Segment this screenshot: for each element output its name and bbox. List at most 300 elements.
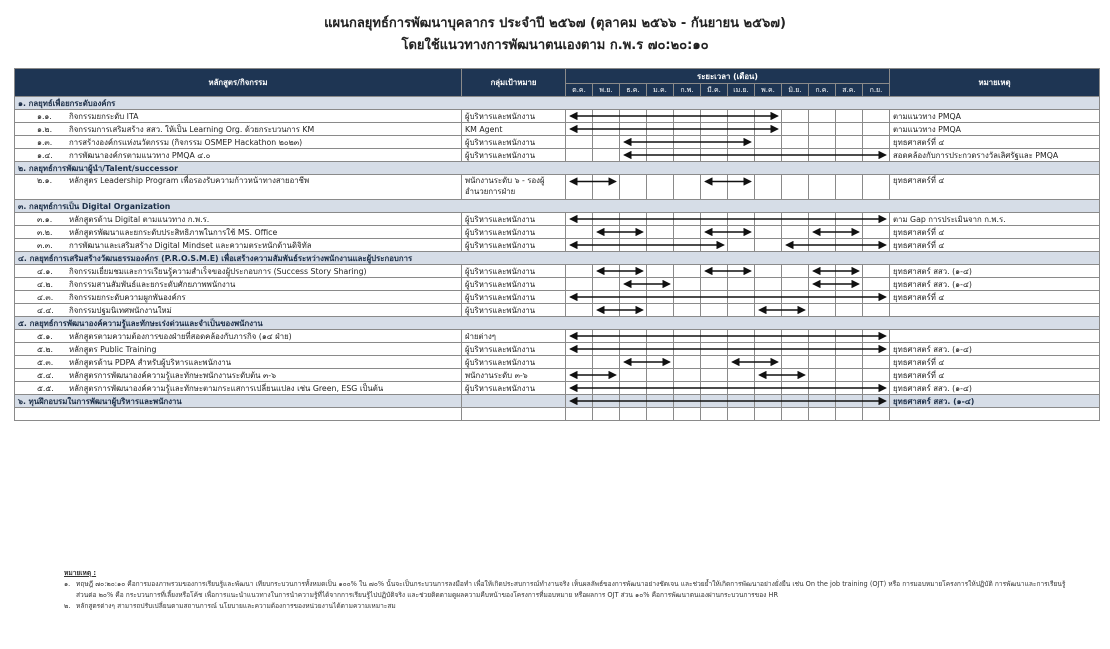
activity-name: การสร้างองค์กรแห่งนวัตกรรม (กิจกรรม OSMEP Hackathon ๒๐๒๓)	[69, 137, 303, 147]
empty-row	[15, 408, 1100, 421]
timeline-cell	[566, 265, 593, 278]
timeline-cell	[836, 175, 863, 200]
timeline-cell	[701, 278, 728, 291]
timeline-cell	[620, 408, 647, 421]
timeline-cell	[701, 382, 728, 395]
timeline-cell	[755, 330, 782, 343]
timeline-cell	[728, 291, 755, 304]
page-title: แผนกลยุทธ์การพัฒนาบุคลากร ประจำปี ๒๕๖๗ (ตุลาคม ๒๕๖๖ - กันยายน ๒๕๖๗)	[324, 16, 786, 31]
timeline-cell	[674, 110, 701, 123]
timeline-cell	[782, 304, 809, 317]
month-header: มี.ค.	[701, 84, 728, 97]
activity-cell	[15, 136, 462, 149]
header-target: กลุ่มเป้าหมาย	[462, 69, 566, 97]
timeline-cell	[593, 382, 620, 395]
timeline-cell	[863, 265, 890, 278]
timeline-cell	[674, 343, 701, 356]
activity-row	[15, 136, 1100, 149]
timeline-cell	[647, 330, 674, 343]
timeline-cell	[647, 123, 674, 136]
month-header: เม.ย.	[728, 84, 755, 97]
timeline-cell	[782, 395, 809, 408]
category-row	[15, 162, 1100, 175]
timeline-cell	[566, 136, 593, 149]
timeline-cell	[782, 123, 809, 136]
activity-cell	[15, 356, 462, 369]
timeline-cell	[620, 226, 647, 239]
timeline-cell	[674, 408, 701, 421]
timeline-cell	[566, 395, 593, 408]
timeline-cell	[728, 265, 755, 278]
timeline-cell	[701, 226, 728, 239]
timeline-cell	[701, 369, 728, 382]
timeline-cell	[755, 291, 782, 304]
timeline-cell	[674, 265, 701, 278]
timeline-cell	[809, 343, 836, 356]
target-group: ผู้บริหารและพนักงาน	[462, 239, 566, 252]
category-row	[15, 97, 1100, 110]
timeline-cell	[701, 239, 728, 252]
timeline-cell	[836, 369, 863, 382]
activity-row	[15, 330, 1100, 343]
note-number: ๑.	[64, 580, 71, 588]
timeline-cell	[809, 408, 836, 421]
timeline-cell	[782, 265, 809, 278]
timeline-cell	[593, 149, 620, 162]
timeline-cell	[620, 239, 647, 252]
month-header: ม.ค.	[647, 84, 674, 97]
target-group: ผู้บริหารและพนักงาน	[462, 291, 566, 304]
timeline-cell	[782, 226, 809, 239]
timeline-cell	[809, 239, 836, 252]
timeline-cell	[620, 356, 647, 369]
timeline-cell	[809, 369, 836, 382]
category-row	[15, 200, 1100, 213]
timeline-cell	[647, 110, 674, 123]
timeline-cell	[620, 369, 647, 382]
timeline-cell	[755, 356, 782, 369]
timeline-cell	[674, 226, 701, 239]
category-label: ๓. กลยุทธ์การเป็น Digital Organization	[15, 200, 1100, 213]
target-group: KM Agent	[462, 123, 566, 136]
activity-number: ๓.๒.	[37, 227, 53, 237]
timeline-cell	[701, 149, 728, 162]
activity-number: ๒.๑.	[37, 176, 53, 185]
timeline-cell	[809, 149, 836, 162]
timeline-cell	[836, 395, 863, 408]
activity-note: ยุทธศาสตร์ที่ ๔	[890, 175, 1100, 200]
activity-number: ๓.๓.	[37, 240, 53, 250]
activity-note: สอดคล้องกับการประกวดรางวัลเลิศรัฐและ PMQA	[890, 149, 1100, 162]
timeline-cell	[620, 278, 647, 291]
timeline-cell	[566, 330, 593, 343]
activity-name: การพัฒนาและเสริมสร้าง Digital Mindset และความตระหนักด้านดิจิทัล	[69, 240, 312, 250]
timeline-cell	[593, 356, 620, 369]
category-label: ๕. กลยุทธ์การพัฒนาองค์ความรู้และทักษะเร่งด่วนและจำเป็นของพนักงาน	[15, 317, 1100, 330]
category-note: ยุทธศาสตร์ สสว. (๑-๔)	[890, 395, 1100, 408]
timeline-cell	[863, 395, 890, 408]
activity-name: หลักสูตรตามความต้องการของฝ่ายที่สอดคล้องกับภารกิจ (๑๔ ฝ่าย)	[69, 331, 292, 341]
activity-cell	[15, 149, 462, 162]
activity-row	[15, 278, 1100, 291]
timeline-cell	[620, 175, 647, 200]
timeline-cell	[593, 291, 620, 304]
timeline-cell	[647, 265, 674, 278]
timeline-cell	[755, 265, 782, 278]
timeline-cell	[836, 356, 863, 369]
timeline-cell	[863, 408, 890, 421]
month-header: ต.ค.	[566, 84, 593, 97]
timeline-cell	[728, 382, 755, 395]
timeline-cell	[809, 356, 836, 369]
timeline-cell	[863, 291, 890, 304]
timeline-cell	[836, 304, 863, 317]
timeline-cell	[809, 213, 836, 226]
activity-note	[890, 304, 1100, 317]
timeline-cell	[782, 149, 809, 162]
timeline-cell	[593, 123, 620, 136]
category-target-cell	[462, 395, 566, 408]
activity-note	[890, 330, 1100, 343]
timeline-cell	[809, 330, 836, 343]
timeline-cell	[836, 110, 863, 123]
activity-row	[15, 213, 1100, 226]
notes-heading: หมายเหตุ :	[64, 569, 97, 577]
timeline-cell	[755, 175, 782, 200]
timeline-cell	[755, 343, 782, 356]
activity-note: ตาม Gap การประเมินจาก ก.พ.ร.	[890, 213, 1100, 226]
timeline-cell	[809, 110, 836, 123]
timeline-cell	[701, 175, 728, 200]
timeline-cell	[593, 175, 620, 200]
category-row	[15, 395, 1100, 408]
timeline-cell	[647, 278, 674, 291]
timeline-cell	[674, 136, 701, 149]
timeline-cell	[863, 369, 890, 382]
timeline-cell	[755, 239, 782, 252]
timeline-cell	[647, 226, 674, 239]
timeline-cell	[593, 239, 620, 252]
timeline-cell	[755, 369, 782, 382]
timeline-cell	[674, 213, 701, 226]
timeline-cell	[701, 123, 728, 136]
timeline-cell	[863, 123, 890, 136]
activity-note: ยุทธศาสตร์ที่ ๔	[890, 369, 1100, 382]
timeline-cell	[647, 356, 674, 369]
timeline-cell	[782, 408, 809, 421]
timeline-cell	[782, 356, 809, 369]
timeline-cell	[593, 343, 620, 356]
timeline-cell	[728, 213, 755, 226]
timeline-cell	[836, 382, 863, 395]
timeline-cell	[836, 226, 863, 239]
timeline-cell	[701, 291, 728, 304]
timeline-cell	[809, 304, 836, 317]
timeline-cell	[620, 265, 647, 278]
category-label: ๔. กลยุทธ์การเสริมสร้างวัฒนธรรมองค์กร (P.R.O.S.M.E) เพื่อเสร้างความสัมพันธ์ระหว่างพนักงานและผู้ประกอบการ	[15, 252, 1100, 265]
activity-row	[15, 356, 1100, 369]
timeline-cell	[782, 213, 809, 226]
timeline-cell	[566, 291, 593, 304]
activity-cell	[15, 304, 462, 317]
note-item	[64, 601, 1074, 612]
timeline-cell	[863, 278, 890, 291]
activity-number: ๑.๑.	[37, 111, 52, 121]
header-activity: หลักสูตร/กิจกรรม	[15, 69, 462, 97]
activity-number: ๓.๑.	[37, 214, 53, 224]
target-group: ผู้บริหารและพนักงาน	[462, 213, 566, 226]
target-group: ผู้บริหารและพนักงาน	[462, 226, 566, 239]
timeline-cell	[836, 149, 863, 162]
timeline-cell	[782, 110, 809, 123]
timeline-cell	[701, 304, 728, 317]
timeline-cell	[647, 395, 674, 408]
activity-number: ๔.๑.	[37, 266, 53, 276]
timeline-cell	[701, 343, 728, 356]
timeline-cell	[782, 291, 809, 304]
activity-cell	[15, 265, 462, 278]
timeline-cell	[755, 408, 782, 421]
activity-name: หลักสูตรด้าน PDPA สำหรับผู้บริหารและพนักงาน	[69, 357, 232, 367]
note-text: หลักสูตรต่างๆ สามารถปรับเปลี่ยนตามสถานการณ์ นโยบายและความต้องการของหน่วยงานได้ตามความเหมาะสม	[76, 602, 396, 610]
activity-cell	[15, 175, 462, 200]
activity-cell	[15, 110, 462, 123]
activity-row	[15, 123, 1100, 136]
timeline-cell	[836, 265, 863, 278]
timeline-cell	[647, 369, 674, 382]
timeline-cell	[755, 110, 782, 123]
activity-note: ยุทธศาสตร์ สสว. (๑-๔)	[890, 278, 1100, 291]
category-label: ๑. กลยุทธ์เพื่อยกระดับองค์กร	[15, 97, 1100, 110]
timeline-cell	[836, 291, 863, 304]
timeline-cell	[566, 123, 593, 136]
timeline-cell	[782, 175, 809, 200]
timeline-cell	[755, 226, 782, 239]
activity-row	[15, 149, 1100, 162]
activity-name: กิจกรรมปฐมนิเทศพนักงานใหม่	[69, 305, 172, 315]
timeline-cell	[728, 136, 755, 149]
activity-cell	[15, 330, 462, 343]
timeline-cell	[836, 239, 863, 252]
timeline-cell	[566, 343, 593, 356]
activity-number: ๔.๓.	[37, 292, 54, 302]
timeline-cell	[566, 356, 593, 369]
timeline-cell	[836, 278, 863, 291]
activity-cell	[15, 123, 462, 136]
timeline-cell	[566, 175, 593, 200]
timeline-cell	[863, 343, 890, 356]
activity-name: หลักสูตร Leadership Program เพื่อรองรับความก้าวหน้าทางสายอาชีพ	[69, 176, 310, 185]
timeline-cell	[809, 278, 836, 291]
timeline-cell	[836, 343, 863, 356]
activity-name: การพัฒนาองค์กรตามแนวทาง PMQA ๔.๐	[69, 150, 211, 160]
timeline-cell	[593, 213, 620, 226]
activity-row	[15, 343, 1100, 356]
timeline-cell	[782, 369, 809, 382]
activity-note: ยุทธศาสตร์ สสว. (๑-๔)	[890, 343, 1100, 356]
timeline-cell	[728, 330, 755, 343]
timeline-cell	[647, 239, 674, 252]
activity-cell	[15, 369, 462, 382]
target-group: ผู้บริหารและพนักงาน	[462, 304, 566, 317]
timeline-cell	[755, 149, 782, 162]
timeline-cell	[755, 395, 782, 408]
timeline-cell	[674, 239, 701, 252]
timeline-cell	[674, 175, 701, 200]
activity-name: กิจกรรมเยี่ยมชมและการเรียนรู้ความสำเร็จของผู้ประกอบการ (Success Story Sharing)	[69, 266, 367, 276]
activity-row	[15, 265, 1100, 278]
activity-cell	[15, 382, 462, 395]
category-label: ๖. ทุนฝึกอบรมในการพัฒนาผู้บริหารและพนักงาน	[15, 395, 462, 408]
activity-note: ตามแนวทาง PMQA	[890, 123, 1100, 136]
timeline-cell	[728, 123, 755, 136]
empty-cell	[890, 408, 1100, 421]
timeline-cell	[836, 330, 863, 343]
timeline-cell	[620, 123, 647, 136]
timeline-cell	[863, 175, 890, 200]
timeline-cell	[782, 330, 809, 343]
activity-note: ยุทธศาสตร์ที่ ๔	[890, 356, 1100, 369]
timeline-cell	[782, 278, 809, 291]
timeline-cell	[647, 175, 674, 200]
activity-number: ๕.๔.	[37, 370, 54, 380]
timeline-cell	[620, 330, 647, 343]
category-label: ๒. กลยุทธ์การพัฒนาผู้นำ/Talent/successor	[15, 162, 1100, 175]
timeline-cell	[836, 136, 863, 149]
note-item	[64, 579, 1074, 601]
timeline-cell	[674, 382, 701, 395]
target-group: ผู้บริหารและพนักงาน	[462, 356, 566, 369]
timeline-cell	[566, 408, 593, 421]
activity-number: ๕.๑.	[37, 331, 53, 341]
timeline-cell	[566, 382, 593, 395]
month-header: ก.ย.	[863, 84, 890, 97]
timeline-cell	[755, 213, 782, 226]
timeline-cell	[863, 330, 890, 343]
timeline-cell	[674, 356, 701, 369]
activity-number: ๑.๓.	[37, 137, 53, 147]
timeline-cell	[728, 356, 755, 369]
timeline-cell	[566, 369, 593, 382]
timeline-cell	[863, 356, 890, 369]
timeline-cell	[809, 175, 836, 200]
timeline-cell	[566, 304, 593, 317]
timeline-cell	[620, 110, 647, 123]
activity-note: ตามแนวทาง PMQA	[890, 110, 1100, 123]
timeline-cell	[728, 343, 755, 356]
note-number: ๒.	[64, 602, 71, 610]
activity-cell	[15, 226, 462, 239]
timeline-cell	[620, 382, 647, 395]
activity-note: ยุทธศาสตร์ สสว. (๑-๔)	[890, 265, 1100, 278]
timeline-cell	[755, 136, 782, 149]
activity-row	[15, 304, 1100, 317]
timeline-cell	[674, 304, 701, 317]
timeline-cell	[782, 343, 809, 356]
activity-note: ยุทธศาสตร์ที่ ๔	[890, 136, 1100, 149]
activity-name: หลักสูตรการพัฒนาองค์ความรู้และทักษะพนักงานระดับต้น ๓-๖	[69, 370, 277, 380]
activity-row	[15, 239, 1100, 252]
month-header: พ.ค.	[755, 84, 782, 97]
activity-cell	[15, 278, 462, 291]
target-group: ผู้บริหารและพนักงาน	[462, 265, 566, 278]
timeline-cell	[620, 291, 647, 304]
timeline-cell	[647, 149, 674, 162]
timeline-cell	[674, 291, 701, 304]
activity-note: ยุทธศาสตร์ สสว. (๑-๔)	[890, 382, 1100, 395]
timeline-cell	[620, 136, 647, 149]
timeline-cell	[755, 278, 782, 291]
timeline-cell	[728, 175, 755, 200]
timeline-cell	[836, 408, 863, 421]
timeline-cell	[674, 123, 701, 136]
page-subtitle: โดยใช้แนวทางการพัฒนาตนเองตาม ก.พ.ร ๗๐:๒๐:๑๐	[401, 38, 709, 53]
timeline-cell	[593, 265, 620, 278]
timeline-cell	[728, 304, 755, 317]
activity-row	[15, 110, 1100, 123]
timeline-cell	[836, 123, 863, 136]
timeline-cell	[728, 369, 755, 382]
timeline-cell	[728, 408, 755, 421]
activity-row	[15, 175, 1100, 200]
timeline-cell	[647, 291, 674, 304]
timeline-cell	[566, 213, 593, 226]
timeline-cell	[674, 149, 701, 162]
timeline-cell	[701, 265, 728, 278]
activity-note: ยุทธศาสตร์ที่ ๔	[890, 291, 1100, 304]
timeline-cell	[809, 395, 836, 408]
timeline-cell	[620, 149, 647, 162]
timeline-cell	[593, 110, 620, 123]
timeline-cell	[809, 136, 836, 149]
timeline-cell	[863, 382, 890, 395]
month-header: ก.ค.	[809, 84, 836, 97]
timeline-cell	[593, 278, 620, 291]
activity-number: ๑.๒.	[37, 124, 53, 134]
activity-number: ๑.๔.	[37, 150, 53, 160]
timeline-cell	[647, 304, 674, 317]
empty-cell	[15, 408, 462, 421]
timeline-cell	[566, 226, 593, 239]
timeline-cell	[620, 343, 647, 356]
timeline-cell	[809, 265, 836, 278]
activity-cell	[15, 213, 462, 226]
timeline-cell	[566, 149, 593, 162]
timeline-cell	[863, 239, 890, 252]
timeline-cell	[701, 330, 728, 343]
timeline-cell	[728, 110, 755, 123]
timeline-cell	[728, 395, 755, 408]
activity-name: กิจกรรมยกระดับ ITA	[69, 111, 139, 121]
timeline-cell	[593, 136, 620, 149]
timeline-cell	[620, 213, 647, 226]
timeline-cell	[728, 226, 755, 239]
timeline-cell	[647, 136, 674, 149]
timeline-cell	[863, 226, 890, 239]
activity-name: หลักสูตรพัฒนาและยกระดับประสิทธิภาพในการใช้ MS. Office	[69, 227, 278, 237]
timeline-cell	[701, 408, 728, 421]
timeline-cell	[701, 136, 728, 149]
timeline-cell	[647, 382, 674, 395]
activity-name: กิจกรรมยกระดับความผูกพันองค์กร	[69, 292, 186, 302]
timeline-cell	[593, 226, 620, 239]
target-group: ผู้บริหารและพนักงาน	[462, 343, 566, 356]
timeline-cell	[593, 330, 620, 343]
strategy-plan-table	[14, 68, 1100, 421]
target-group: ฝ่ายต่างๆ	[462, 330, 566, 343]
target-group: ผู้บริหารและพนักงาน	[462, 382, 566, 395]
timeline-cell	[863, 304, 890, 317]
